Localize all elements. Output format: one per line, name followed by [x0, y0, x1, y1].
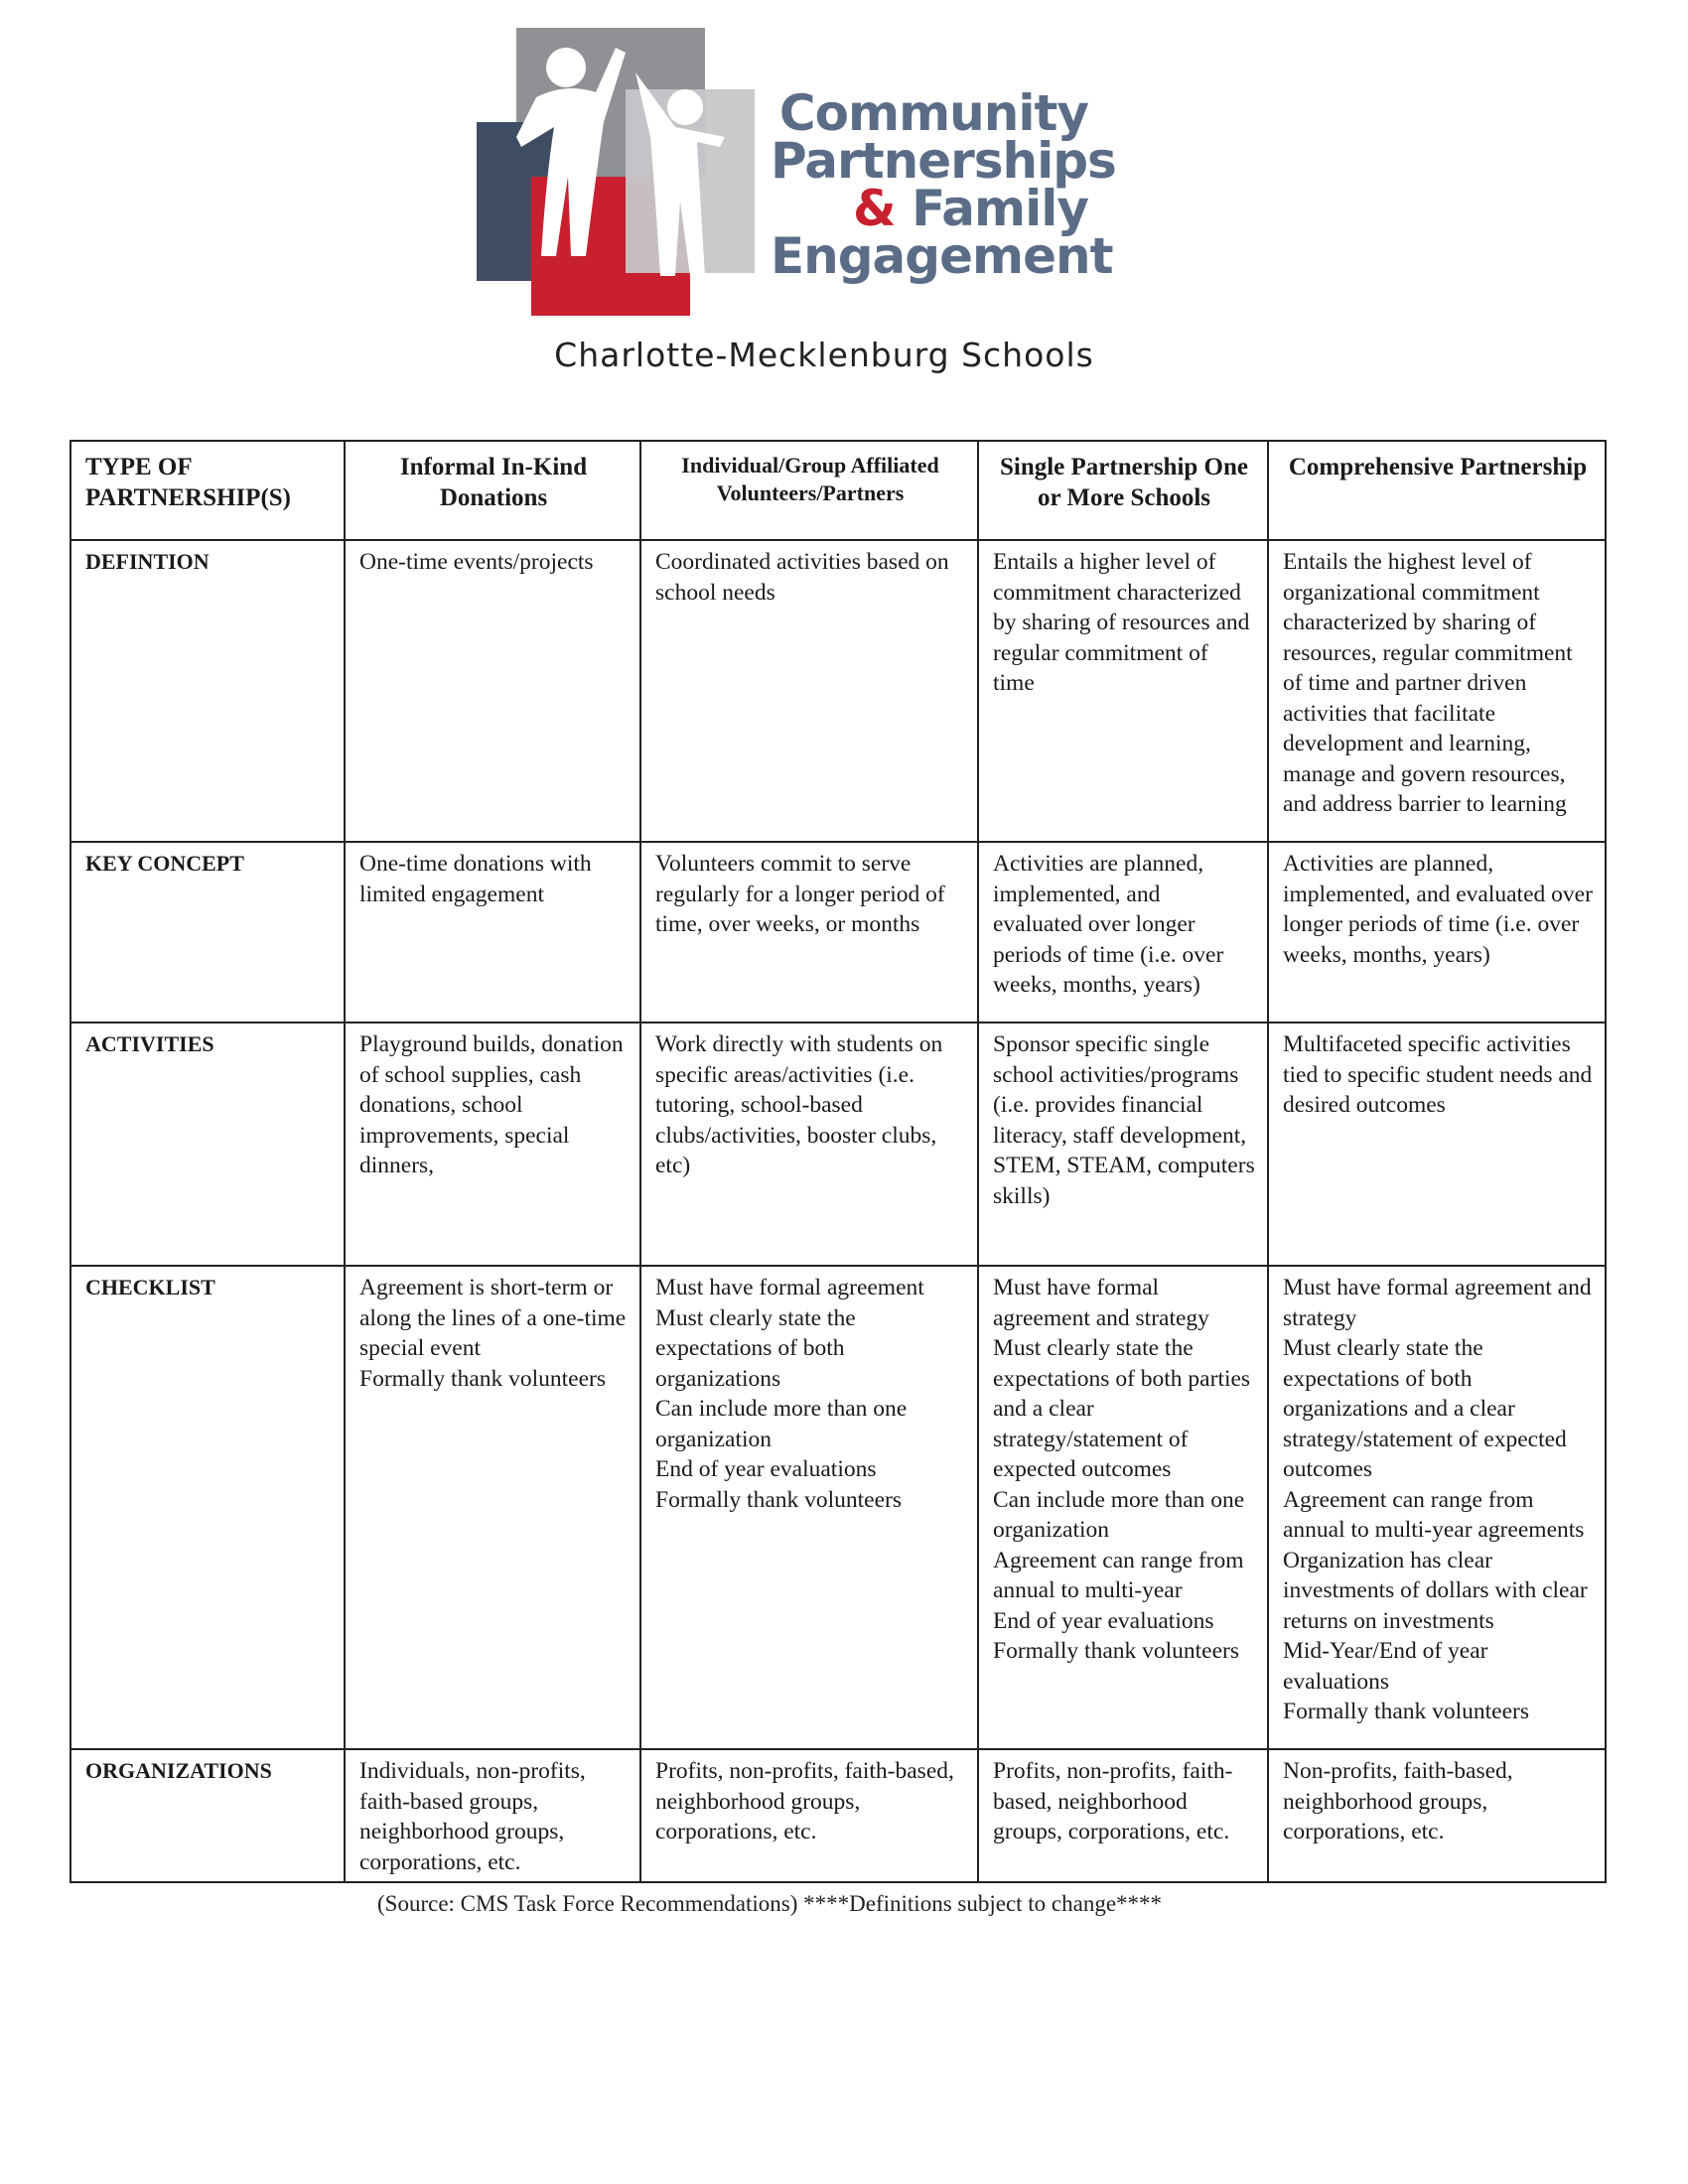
- cell-text: Organization has clear investments of dollars with clear returns on investments: [1283, 1547, 1588, 1634]
- column-header: Single Partnership One or More Schools: [978, 441, 1268, 540]
- table-cell: [345, 540, 640, 842]
- cell-text: Agreement can range from annual to multi-year agreements: [1283, 1486, 1585, 1543]
- table-cell: [1268, 842, 1606, 1023]
- column-header: Informal In-Kind Donations: [345, 441, 640, 540]
- table-cell: [345, 842, 640, 1023]
- cell-text: Coordinated activities based on school needs: [655, 549, 949, 606]
- table-row: [70, 842, 1606, 1023]
- table-row: [70, 540, 1606, 842]
- cell-text: Must clearly state the expectations of both organizations and a clear strategy/statement of expected outcomes: [1283, 1335, 1567, 1482]
- table-cell: [978, 1023, 1268, 1266]
- table-cell: [978, 1749, 1268, 1882]
- cell-text: Formally thank volunteers: [1283, 1699, 1530, 1724]
- cell-text: Work directly with students on specific areas/activities (i.e. tutoring, school-based clubs/activities, booster clubs, etc): [655, 1031, 943, 1178]
- logo-title-line: & Family: [853, 180, 1088, 237]
- cell-text: Entails a higher level of commitment characterized by sharing of resources and regular commitment of time: [993, 549, 1250, 696]
- cell-text: Profits, non-profits, faith-based, neighborhood groups, corporations, etc.: [655, 1758, 954, 1844]
- column-header: TYPE OF PARTNERSHIP(S): [70, 441, 345, 540]
- table-row: [70, 1023, 1606, 1266]
- cell-text: Non-profits, faith-based, neighborhood groups, corporations, etc.: [1283, 1758, 1513, 1844]
- table-row: [70, 1266, 1606, 1749]
- table-cell: [1268, 1023, 1606, 1266]
- table-cell: [1268, 1749, 1606, 1882]
- table-cell: [640, 1023, 978, 1266]
- cell-text: Activities are planned, implemented, and evaluated over longer periods of time (i.e. over weeks, months, years): [1283, 851, 1593, 968]
- cell-text: Profits, non-profits, faith-based, neighborhood groups, corporations, etc.: [993, 1758, 1233, 1844]
- cell-text: Agreement can range from annual to multi-year: [993, 1547, 1244, 1603]
- logo-title-line: Partnerships: [771, 132, 1116, 190]
- table-cell: [345, 1266, 640, 1749]
- source-footnote: (Source: CMS Task Force Recommendations) ****Definitions subject to change****: [377, 1891, 1163, 1916]
- table-cell: [345, 1749, 640, 1882]
- table-cell: [640, 842, 978, 1023]
- table-cell: [640, 1749, 978, 1882]
- cell-text: Must clearly state the expectations of both parties and a clear strategy/statement of expected outcomes: [993, 1335, 1251, 1482]
- table-cell: [1268, 1266, 1606, 1749]
- cell-text: Activities are planned, implemented, and evaluated over longer periods of time (i.e. over weeks, months, years): [993, 851, 1224, 998]
- row-label: DEFINTION: [70, 540, 345, 842]
- cell-text: Playground builds, donation of school supplies, cash donations, school improvements, special dinners,: [359, 1031, 624, 1178]
- cell-text: Formally thank volunteers: [993, 1638, 1240, 1664]
- table-cell: [345, 1023, 640, 1266]
- table-cell: [1268, 540, 1606, 842]
- cell-text: Must have formal agreement: [655, 1275, 924, 1300]
- row-label: ORGANIZATIONS: [70, 1749, 345, 1882]
- cell-text: One-time donations with limited engagement: [359, 851, 592, 907]
- cell-text: Agreement is short-term or along the lines of a one-time special event: [359, 1275, 627, 1361]
- cell-text: Individuals, non-profits, faith-based groups, neighborhood groups, corporations, etc.: [359, 1758, 586, 1875]
- logo-title-line: Community: [778, 84, 1088, 142]
- cell-text: Can include more than one organization: [655, 1396, 908, 1452]
- table-cell: [978, 1266, 1268, 1749]
- row-label: KEY CONCEPT: [70, 842, 345, 1023]
- table-cell: [640, 1266, 978, 1749]
- column-header: Comprehensive Partnership: [1268, 441, 1606, 540]
- cell-text: Volunteers commit to serve regularly for a longer period of time, over weeks, or months: [655, 851, 945, 937]
- cell-text: Entails the highest level of organizational commitment characterized by sharing of resources, regular commitment of time and partner driven activities that facilitate development and learning, manage and govern resources, and address barrier to learning: [1283, 549, 1573, 817]
- partnership-table: [70, 440, 1607, 1883]
- logo-figures-icon: [477, 28, 774, 326]
- table-cell: [978, 842, 1268, 1023]
- cell-text: Must clearly state the expectations of both organizations: [655, 1304, 856, 1392]
- cell-text: Must have formal agreement and strategy: [993, 1275, 1209, 1331]
- cell-text: Multifaceted specific activities tied to specific student needs and desired outcomes: [1283, 1031, 1593, 1118]
- column-header: Individual/Group Affiliated Volunteers/Partners: [640, 441, 978, 540]
- cell-text: Sponsor specific single school activities/programs (i.e. provides financial literacy, staff development, STEM, STEAM, computers skills): [993, 1031, 1255, 1209]
- cell-text: Formally thank volunteers: [655, 1486, 903, 1513]
- ampersand-glyph: &: [853, 180, 896, 237]
- cell-text: Can include more than one organization: [993, 1486, 1245, 1543]
- cell-text: End of year evaluations: [655, 1456, 877, 1482]
- table-header-row: [70, 441, 1606, 540]
- cell-text: Formally thank volunteers: [359, 1365, 607, 1392]
- logo: [477, 28, 1116, 385]
- cell-text: Must have formal agreement and strategy: [1283, 1275, 1592, 1331]
- cell-text: Mid-Year/End of year evaluations: [1283, 1638, 1488, 1695]
- logo-title: [771, 84, 1116, 285]
- cell-text: One-time events/projects: [359, 549, 594, 575]
- row-label: ACTIVITIES: [70, 1023, 345, 1266]
- table-cell: [978, 540, 1268, 842]
- cell-text: End of year evaluations: [993, 1607, 1214, 1634]
- logo-title-line: Engagement: [771, 227, 1113, 285]
- table-row: [70, 1749, 1606, 1882]
- table-cell: [640, 540, 978, 842]
- row-label: CHECKLIST: [70, 1266, 345, 1749]
- logo-subtitle: Charlotte-Mecklenburg Schools: [554, 336, 1094, 374]
